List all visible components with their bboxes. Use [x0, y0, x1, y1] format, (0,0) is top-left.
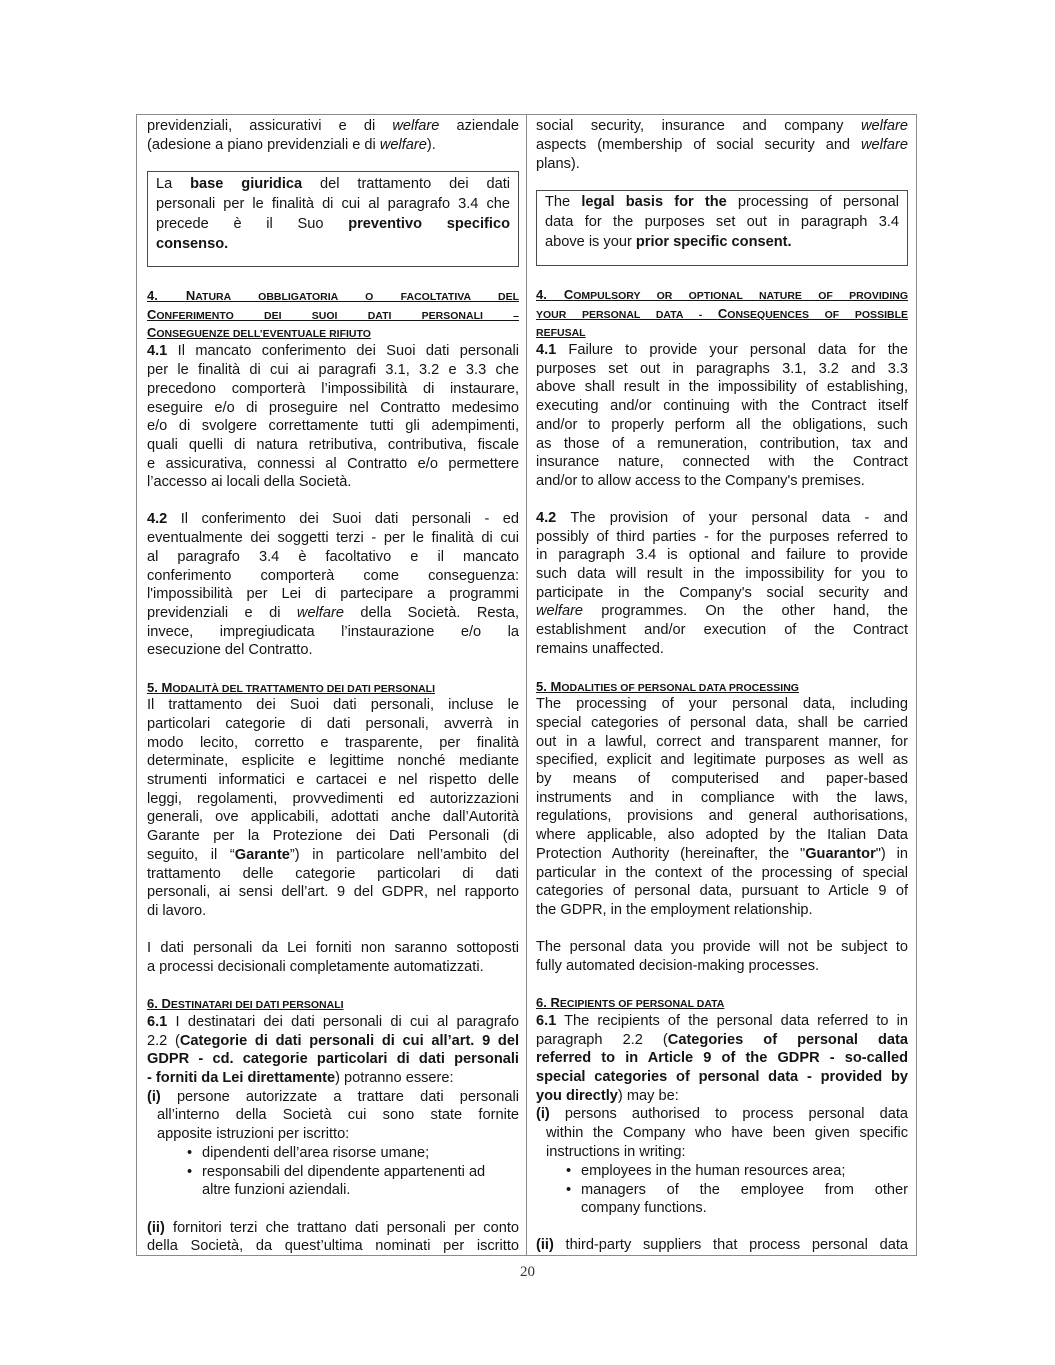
text-line: regulations, provisions and general authorisations, [536, 808, 908, 824]
text-line: instructions in writing: [546, 1144, 686, 1160]
text-line: insurance nature, connected with the Contract [536, 454, 908, 470]
text-line: (adesione a piano previdenziali e di welfare). [147, 137, 436, 153]
section-4-heading: CONSEGUENZE DELL’EVENTUALE RIFIUTO [147, 325, 371, 340]
text-line: instruments and in compliance with the laws, [536, 790, 908, 806]
text-line: welfare programmes. On the other hand, the [536, 603, 908, 619]
text-line: La base giuridica del trattamento dei dati [156, 176, 510, 192]
text-line: executing and/or continuing with the Contract itself [536, 398, 908, 414]
text-line: apposite istruzioni per iscritto: [157, 1126, 350, 1142]
text-line: particular in the context of the processing of special [536, 865, 908, 881]
text-line: establishment and/or execution of the Contract [536, 622, 908, 638]
list-item: • dipendenti dell’area risorse umane; [147, 1144, 519, 1163]
section-4-heading: CONFERIMENTO DEI SUOI DATI PERSONALI – [147, 307, 519, 322]
text-line: above is your prior specific consent. [545, 234, 792, 250]
section-4-heading: YOUR PERSONAL DATA - CONSEQUENCES OF POSSIBLE [536, 306, 908, 321]
text-line: (i) persone autorizzate a trattare dati personali [147, 1089, 519, 1105]
text-line: e/o di svolgere correttamente tutti gli adempimenti, [147, 418, 519, 434]
text-line: (ii) third-party suppliers that process personal data [536, 1237, 908, 1253]
text-line: leggi, regolamenti, provvedimenti ed autorizzazioni [147, 791, 519, 807]
section-4-heading: 4. NATURA OBBLIGATORIA O FACOLTATIVA DEL [147, 288, 519, 303]
text-line: quali quelli di natura retributiva, contributiva, fiscale [147, 437, 519, 453]
legal-basis-box [536, 190, 908, 266]
section-6-heading: 6. RECIPIENTS OF PERSONAL DATA [536, 995, 725, 1010]
text-line: generali, ove applicabili, adottati anche dall’Autorità [147, 809, 519, 825]
text-line: per le finalità di cui ai paragrafi 3.1, 3.2 e 3.3 che [147, 362, 519, 378]
list-item: • managers of the employee from other [536, 1181, 908, 1200]
text-line: GDPR - cd. categorie particolari di dati personali [147, 1051, 519, 1067]
section-6-heading: 6. DESTINATARI DEI DATI PERSONALI [147, 996, 344, 1011]
text-line: a processi decisionali completamente automatizzati. [147, 959, 484, 975]
text-line: 4.2 The provision of your personal data - and [536, 510, 908, 526]
text-line: (i) persons authorised to process personal data [536, 1106, 908, 1122]
text-line: (ii) fornitori terzi che trattano dati personali per conto [147, 1220, 519, 1236]
text-line: - forniti da Lei direttamente) potranno essere: [147, 1070, 454, 1086]
page-number: 20 [520, 1264, 535, 1280]
text-line: The legal basis for the processing of personal [545, 194, 899, 210]
list-item: • responsabili del dipendente appartenenti ad [147, 1163, 519, 1182]
text-line: Garante per la Protezione dei Dati Personali (di [147, 828, 519, 844]
text-line: plans). [536, 156, 580, 172]
text-line: and/or to properly perform all the obligations, such [536, 417, 908, 433]
text-line: such data will result in the impossibility for you to [536, 566, 908, 582]
text-line: data for the purposes set out in paragraph 3.4 [545, 214, 899, 230]
list-item: • employees in the human resources area; [536, 1162, 908, 1181]
text-line: special categories of personal data, shall be carried [536, 715, 908, 731]
text-line: l’accesso ai locali della Società. [147, 474, 352, 490]
text-line: The processing of your personal data, including [536, 696, 908, 712]
text-line: strumenti informatici e cartacei e nel rispetto delle [147, 772, 519, 788]
text-line: I dati personali da Lei forniti non saranno sottoposti [147, 940, 519, 956]
text-line: special categories of personal data - provided by [536, 1069, 908, 1085]
text-line: Protection Authority (hereinafter, the "Guarantor") in [536, 846, 908, 862]
text-line: modo lecito, corretto e trasparente, per finalità [147, 735, 519, 751]
text-line: the GDPR, in the employment relationship. [536, 902, 813, 918]
section-4-heading: REFUSAL [536, 327, 586, 339]
legal-basis-box [147, 171, 519, 267]
text-line: personali per le finalità di cui al paragrafo 3.4 che [156, 196, 510, 212]
text-line: social security, insurance and company welfare [536, 118, 908, 134]
bilingual-table [136, 114, 917, 1256]
text-line: 4.2 Il conferimento dei Suoi dati personali - ed [147, 511, 519, 527]
text-line: fully automated decision-making processes. [536, 958, 820, 974]
text-line: participate in the Company's social security and [536, 585, 908, 601]
text-line: categories of personal data, pursuant to Article 9 of [536, 883, 908, 899]
text-line: consenso. [156, 236, 229, 252]
text-line: Il trattamento dei Suoi dati personali, incluse le [147, 697, 519, 713]
text-line: 4.1 Il mancato conferimento dei Suoi dati personali [147, 343, 519, 359]
section-4-heading: 4. COMPULSORY OR OPTIONAL NATURE OF PROVIDING [536, 287, 908, 302]
text-line: 6.1 I destinatari dei dati personali di cui al paragrafo [147, 1014, 519, 1030]
text-line: you directly) may be: [536, 1088, 679, 1104]
text-line: 6.1 The recipients of the personal data referred to in [536, 1013, 908, 1029]
text-line: purposes set out in paragraphs 3.1, 3.2 and 3.3 [536, 361, 908, 377]
text-line: by means of computerised and paper-based [536, 771, 908, 787]
text-line: al paragrafo 3.4 è facoltativo e il mancato [147, 549, 519, 565]
text-line: determinate, esplicite e legittime nonché mediante [147, 753, 519, 769]
text-line: precede è il Suo preventivo specifico [156, 216, 510, 232]
text-line: precedono comporterà l’impossibilità di instaurare, [147, 381, 519, 397]
text-line: personali, ai sensi dell’art. 9 del GDPR, nel rapporto [147, 884, 519, 900]
text-line: di lavoro. [147, 903, 207, 919]
text-line: where applicable, also adopted by the Italian Data [536, 827, 908, 843]
text-line: The personal data you provide will not be subject to [536, 939, 908, 955]
section-5-heading: 5. MODALITÀ DEL TRATTAMENTO DEI DATI PERSONALI [147, 680, 436, 695]
text-line: eseguire e/o di proseguire nel Contratto medesimo [147, 400, 519, 416]
text-line: and/or to allow access to the Company's premises. [536, 473, 865, 489]
text-line: within the Company who have been given specific [546, 1125, 908, 1141]
text-line: seguito, il “Garante”) in particolare nell’ambito del [147, 847, 519, 863]
text-line: trattamento delle categorie particolari di dati [147, 866, 519, 882]
text-line: in paragraph 3.4 is optional and failure to provide [536, 547, 908, 563]
list-item: company functions. [581, 1200, 707, 1216]
text-line: esecuzione del Contratto. [147, 642, 313, 658]
text-line: particolari categorie di dati personali, avverrà in [147, 716, 519, 732]
text-line: specified, explicit and legitimate purposes as well as [536, 752, 908, 768]
column-divider [526, 115, 527, 1255]
text-line: out in a lawful, correct and transparent manner, for [536, 734, 908, 750]
text-line: conferimento comporterà come conseguenza: [147, 568, 519, 584]
list-item: altre funzioni aziendali. [202, 1182, 351, 1198]
text-line: eventualmente dei soggetti terzi - per le finalità di cui [147, 530, 519, 546]
text-line: paragraph 2.2 (Categories of personal data [536, 1032, 908, 1048]
text-line: remains unaffected. [536, 641, 664, 657]
text-line: possibly of third parties - for the purposes referred to [536, 529, 908, 545]
text-line: previdenziali, assicurativi e di welfare aziendale [147, 118, 519, 134]
text-line: as those of a remuneration, contribution, tax and [536, 436, 908, 452]
text-line: l'impossibilità per Lei di partecipare a programmi [147, 586, 519, 602]
text-line: della Società, da quest’ultima nominati per iscritto [147, 1238, 519, 1254]
text-line: all’interno della Società cui sono state fornite [157, 1107, 519, 1123]
text-line: invece, impregiudicata l’instaurazione e/o la [147, 624, 519, 640]
section-5-heading: 5. MODALITIES OF PERSONAL DATA PROCESSING [536, 679, 799, 694]
text-line: aspects (membership of social security and welfare [536, 137, 908, 153]
text-line: 4.1 Failure to provide your personal data for the [536, 342, 908, 358]
text-line: above shall result in the impossibility of establishing, [536, 379, 908, 395]
text-line: e assicurativa, connessi al Contratto e/o permettere [147, 456, 519, 472]
text-line: previdenziali e di welfare della Società. Resta, [147, 605, 519, 621]
text-line: referred to in Article 9 of the GDPR - so-called [536, 1050, 908, 1066]
text-line: 2.2 (Categorie di dati personali di cui all’art. 9 del [147, 1033, 519, 1049]
